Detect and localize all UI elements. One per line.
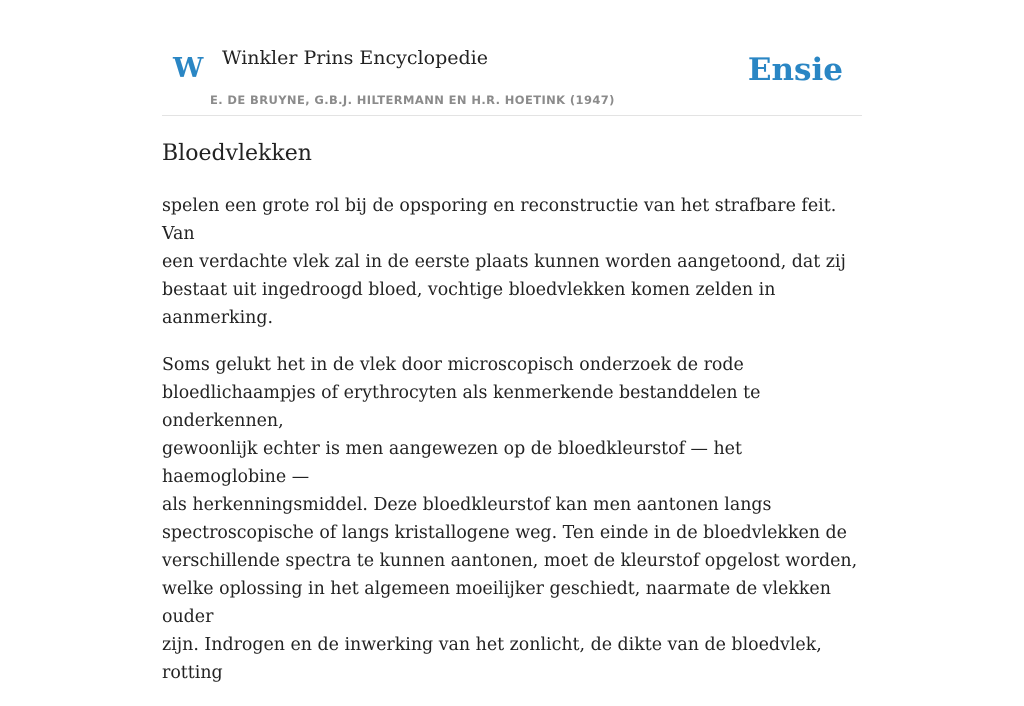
source-authors: E. DE BRUYNE, G.B.J. HILTERMANN EN H.R. HOETINK (1947) xyxy=(210,93,615,107)
article-body xyxy=(162,192,862,687)
article-paragraph-2: Soms gelukt het in de vlek door microscopisch onderzoek de rode bloedlichaampjes of erythrocyten als kenmerkende bestanddelen te onderkennen, gewoonlijk echter is men aangewezen op de bloedkleurstof — het haemoglobine — als herkenningsmiddel. Deze bloedkleurstof kan men aantonen langs spectroscopische of langs kristallogene weg. Ten einde in de bloedvlekken de verschillende spectra te kunnen aantonen, moet de kleurstof opgelost worden, welke oplossing in het algemeen moeilijker geschiedt, naarmate de vlekken ouder zijn. Indrogen en de inwerking van het zonlicht, de dikte van de bloedvlek, rotting xyxy=(162,355,858,683)
ensie-logo[interactable]: Ensie xyxy=(747,52,843,88)
winkler-prins-logo[interactable]: W xyxy=(173,53,204,84)
article xyxy=(162,136,862,706)
article-title: Bloedvlekken xyxy=(162,141,312,166)
site-header xyxy=(162,38,862,116)
article-paragraph-1: spelen een grote rol bij de opsporing en reconstructie van het strafbare feit. Van een verdachte vlek zal in de eerste plaats kunnen worden aangetoond, dat zij bestaat uit ingedroogd bloed, vochtige bloedvlekken komen zelden in aanmerking. xyxy=(162,196,846,328)
source-title: Winkler Prins Encyclopedie xyxy=(222,47,488,69)
